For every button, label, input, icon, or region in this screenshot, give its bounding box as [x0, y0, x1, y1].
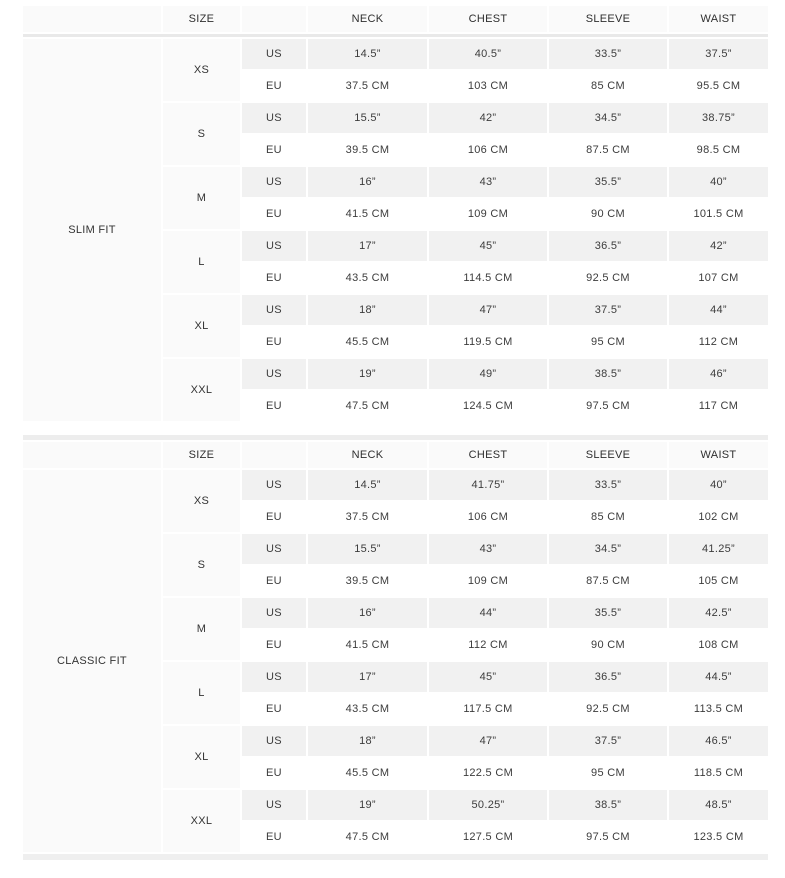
region-label-us: US: [242, 39, 306, 69]
sleeve-value-eu: 95 CM: [549, 327, 667, 357]
neck-value-us: 16”: [308, 598, 427, 628]
sleeve-value-us: 38.5”: [549, 359, 667, 389]
sleeve-value-eu: 95 CM: [549, 758, 667, 788]
sleeve-value-us: 34.5”: [549, 534, 667, 564]
size-cell: M: [163, 598, 240, 660]
size-cell: XS: [163, 39, 240, 101]
chest-value-us: 42”: [429, 103, 547, 133]
waist-value-us: 40”: [669, 470, 768, 500]
neck-value-eu: 37.5 CM: [308, 502, 427, 532]
sleeve-value-us: 37.5”: [549, 295, 667, 325]
size-cell: S: [163, 534, 240, 596]
region-label-us: US: [242, 534, 306, 564]
neck-value-us: 16”: [308, 167, 427, 197]
sleeve-value-us: 37.5”: [549, 726, 667, 756]
neck-value-us: 15.5”: [308, 534, 427, 564]
chest-value-eu: 112 CM: [429, 630, 547, 660]
neck-value-eu: 45.5 CM: [308, 758, 427, 788]
waist-value-eu: 95.5 CM: [669, 71, 768, 101]
neck-value-eu: 43.5 CM: [308, 263, 427, 293]
size-cell: XXL: [163, 359, 240, 421]
waist-value-us: 40”: [669, 167, 768, 197]
neck-value-us: 15.5”: [308, 103, 427, 133]
chest-value-eu: 103 CM: [429, 71, 547, 101]
waist-value-eu: 101.5 CM: [669, 199, 768, 229]
chest-value-eu: 109 CM: [429, 566, 547, 596]
region-label-eu: EU: [242, 135, 306, 165]
sleeve-value-us: 34.5”: [549, 103, 667, 133]
region-label-eu: EU: [242, 263, 306, 293]
header-row: [23, 442, 768, 468]
chest-value-eu: 124.5 CM: [429, 391, 547, 421]
neck-value-eu: 45.5 CM: [308, 327, 427, 357]
waist-value-eu: 107 CM: [669, 263, 768, 293]
neck-value-eu: 41.5 CM: [308, 199, 427, 229]
size-cell: L: [163, 231, 240, 293]
size-cell: XL: [163, 726, 240, 788]
neck-value-eu: 47.5 CM: [308, 391, 427, 421]
chest-value-us: 40.5”: [429, 39, 547, 69]
sleeve-value-eu: 87.5 CM: [549, 566, 667, 596]
sleeve-value-eu: 97.5 CM: [549, 822, 667, 852]
column-header-waist: WAIST: [669, 6, 768, 32]
neck-value-us: 19”: [308, 359, 427, 389]
region-label-us: US: [242, 103, 306, 133]
waist-value-us: 38.75”: [669, 103, 768, 133]
region-label-eu: EU: [242, 566, 306, 596]
region-header-cell: [242, 442, 306, 468]
chest-value-us: 45”: [429, 662, 547, 692]
fit-header-cell: [23, 6, 161, 32]
chest-value-us: 49”: [429, 359, 547, 389]
divider-line: [23, 435, 768, 440]
chest-value-eu: 122.5 CM: [429, 758, 547, 788]
chest-value-eu: 119.5 CM: [429, 327, 547, 357]
sleeve-value-eu: 85 CM: [549, 71, 667, 101]
neck-value-eu: 41.5 CM: [308, 630, 427, 660]
neck-value-us: 18”: [308, 726, 427, 756]
neck-value-us: 14.5”: [308, 470, 427, 500]
waist-value-eu: 113.5 CM: [669, 694, 768, 724]
chest-value-eu: 127.5 CM: [429, 822, 547, 852]
waist-value-eu: 108 CM: [669, 630, 768, 660]
sleeve-value-eu: 90 CM: [549, 630, 667, 660]
chest-value-us: 50.25”: [429, 790, 547, 820]
size-cell: XXL: [163, 790, 240, 852]
fit-label-cell: SLIM FIT: [23, 39, 161, 421]
neck-value-us: 18”: [308, 295, 427, 325]
region-label-eu: EU: [242, 71, 306, 101]
region-label-us: US: [242, 726, 306, 756]
region-label-us: US: [242, 231, 306, 261]
chest-value-eu: 106 CM: [429, 502, 547, 532]
size-cell: XS: [163, 470, 240, 532]
size-cell: M: [163, 167, 240, 229]
chest-value-eu: 109 CM: [429, 199, 547, 229]
region-label-eu: EU: [242, 694, 306, 724]
column-header-sleeve: SLEEVE: [549, 6, 667, 32]
region-label-us: US: [242, 790, 306, 820]
size-cell: L: [163, 662, 240, 724]
waist-value-eu: 102 CM: [669, 502, 768, 532]
neck-value-eu: 39.5 CM: [308, 135, 427, 165]
sleeve-value-us: 36.5”: [549, 662, 667, 692]
chest-value-eu: 114.5 CM: [429, 263, 547, 293]
chest-value-eu: 106 CM: [429, 135, 547, 165]
chest-value-us: 43”: [429, 534, 547, 564]
sleeve-value-us: 35.5”: [549, 598, 667, 628]
sleeve-value-us: 38.5”: [549, 790, 667, 820]
neck-value-eu: 39.5 CM: [308, 566, 427, 596]
size-cell: S: [163, 103, 240, 165]
waist-value-us: 37.5”: [669, 39, 768, 69]
waist-value-us: 44.5”: [669, 662, 768, 692]
waist-value-us: 48.5”: [669, 790, 768, 820]
chest-value-us: 43”: [429, 167, 547, 197]
table-bottom-rule: [23, 854, 768, 860]
waist-value-eu: 112 CM: [669, 327, 768, 357]
region-label-eu: EU: [242, 199, 306, 229]
waist-value-eu: 123.5 CM: [669, 822, 768, 852]
waist-value-us: 42.5”: [669, 598, 768, 628]
column-header-chest: CHEST: [429, 6, 547, 32]
sleeve-value-eu: 92.5 CM: [549, 263, 667, 293]
neck-value-eu: 43.5 CM: [308, 694, 427, 724]
region-label-us: US: [242, 598, 306, 628]
waist-value-us: 41.25”: [669, 534, 768, 564]
sleeve-value-eu: 90 CM: [549, 199, 667, 229]
waist-value-us: 46.5”: [669, 726, 768, 756]
chest-value-us: 41.75”: [429, 470, 547, 500]
divider-line: [23, 34, 768, 37]
waist-value-eu: 118.5 CM: [669, 758, 768, 788]
size-cell: XL: [163, 295, 240, 357]
fit-label-cell: CLASSIC FIT: [23, 470, 161, 852]
chest-value-us: 44”: [429, 598, 547, 628]
column-header-sleeve: SLEEVE: [549, 442, 667, 468]
column-header-chest: CHEST: [429, 442, 547, 468]
region-label-us: US: [242, 295, 306, 325]
sleeve-value-us: 35.5”: [549, 167, 667, 197]
region-label-eu: EU: [242, 630, 306, 660]
table-top-rule: [23, 435, 768, 440]
fit-header-cell: [23, 442, 161, 468]
sleeve-value-eu: 87.5 CM: [549, 135, 667, 165]
region-label-us: US: [242, 470, 306, 500]
neck-value-eu: 37.5 CM: [308, 71, 427, 101]
waist-value-eu: 117 CM: [669, 391, 768, 421]
waist-value-us: 42”: [669, 231, 768, 261]
column-header-neck: NECK: [308, 442, 427, 468]
chest-value-us: 47”: [429, 726, 547, 756]
region-header-cell: [242, 6, 306, 32]
waist-value-us: 44”: [669, 295, 768, 325]
column-header-size: SIZE: [163, 6, 240, 32]
waist-value-eu: 105 CM: [669, 566, 768, 596]
column-header-size: SIZE: [163, 442, 240, 468]
region-label-eu: EU: [242, 758, 306, 788]
sleeve-value-us: 36.5”: [549, 231, 667, 261]
classic-fit-size-table: [21, 433, 770, 862]
sleeve-value-us: 33.5”: [549, 39, 667, 69]
chest-value-us: 45”: [429, 231, 547, 261]
region-label-eu: EU: [242, 502, 306, 532]
neck-value-us: 17”: [308, 231, 427, 261]
column-header-waist: WAIST: [669, 442, 768, 468]
region-label-eu: EU: [242, 822, 306, 852]
region-label-us: US: [242, 167, 306, 197]
neck-value-us: 19”: [308, 790, 427, 820]
chest-value-us: 47”: [429, 295, 547, 325]
region-label-eu: EU: [242, 327, 306, 357]
slim-fit-size-table: [21, 4, 770, 423]
neck-value-us: 17”: [308, 662, 427, 692]
column-header-neck: NECK: [308, 6, 427, 32]
sleeve-value-eu: 85 CM: [549, 502, 667, 532]
sleeve-value-eu: 97.5 CM: [549, 391, 667, 421]
divider-line: [23, 854, 768, 860]
sleeve-value-eu: 92.5 CM: [549, 694, 667, 724]
sleeve-value-us: 33.5”: [549, 470, 667, 500]
neck-value-us: 14.5”: [308, 39, 427, 69]
header-row: [23, 6, 768, 32]
chest-value-eu: 117.5 CM: [429, 694, 547, 724]
waist-value-eu: 98.5 CM: [669, 135, 768, 165]
table-row-us: [23, 39, 768, 69]
waist-value-us: 46”: [669, 359, 768, 389]
neck-value-eu: 47.5 CM: [308, 822, 427, 852]
table-row-us: [23, 470, 768, 500]
region-label-us: US: [242, 662, 306, 692]
region-label-eu: EU: [242, 391, 306, 421]
region-label-us: US: [242, 359, 306, 389]
header-divider: [23, 34, 768, 37]
